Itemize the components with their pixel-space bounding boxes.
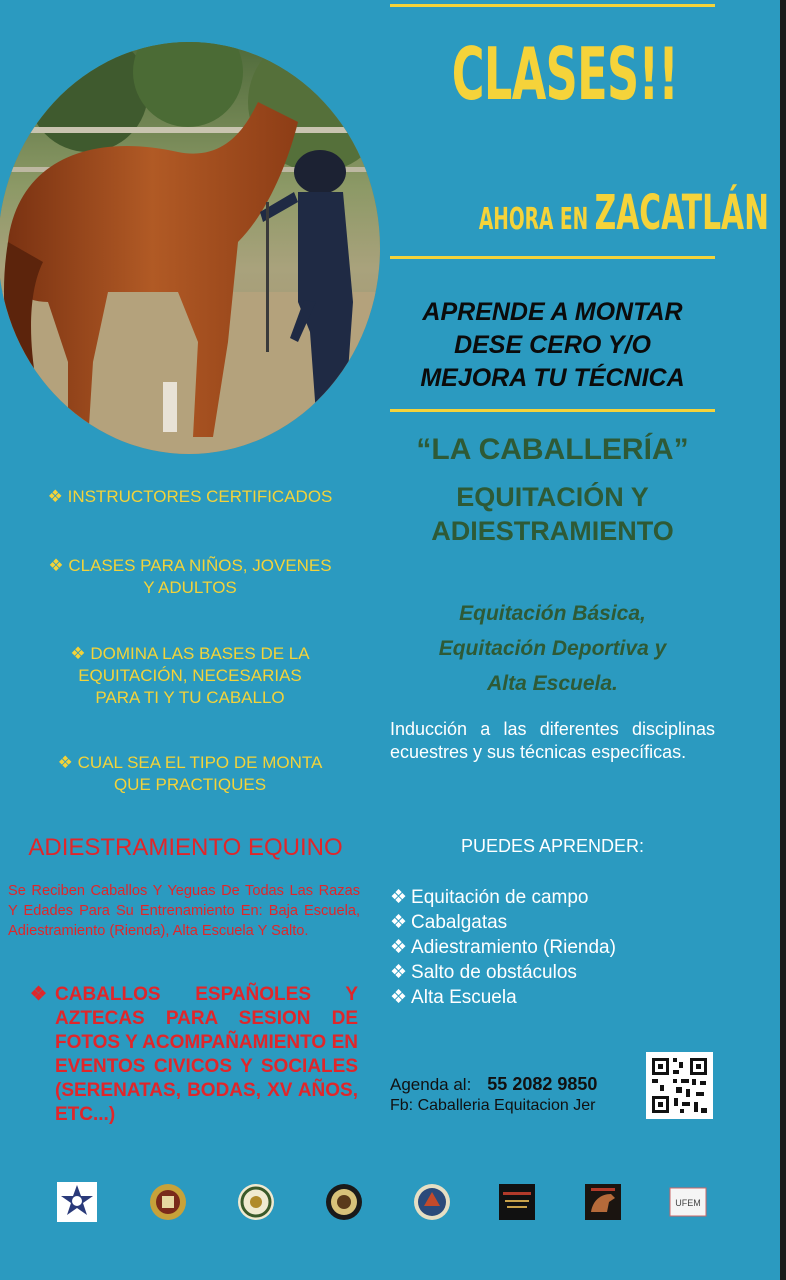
- school-tagline: [390, 480, 715, 548]
- induction-text: Inducción a las diferentes disciplinas ecuestres y sus técnicas específicas.: [390, 719, 715, 762]
- learn-block: [390, 296, 715, 395]
- feature-item: [25, 555, 355, 599]
- diamond-bullet-icon: ❖: [30, 984, 48, 1005]
- list-item-label: Alta Escuela: [411, 987, 517, 1008]
- horse-photo: [0, 42, 380, 454]
- caballos-offer: [30, 983, 358, 1127]
- diamond-bullet-icon: ❖: [390, 912, 408, 933]
- list-item-label: Adiestramiento (Rienda): [411, 937, 616, 958]
- learn-line-1: APRENDE A MONTAR: [422, 298, 683, 326]
- agenda-label: Agenda al:: [390, 1075, 472, 1094]
- horse-logo-icon: [583, 1182, 623, 1222]
- feature-line: CLASES PARA NIÑOS, JOVENES: [68, 556, 332, 575]
- riding-types: [390, 596, 715, 701]
- school-name: “LA CABALLERÍA”: [416, 433, 689, 466]
- crest-logo-icon: [412, 1182, 452, 1222]
- diamond-bullet-icon: ❖: [390, 937, 408, 958]
- feature-line: QUE PRACTIQUES: [113, 775, 267, 794]
- diamond-bullet-icon: ❖: [70, 644, 86, 663]
- divider-rule: [390, 409, 715, 412]
- sponsor-logos: [0, 1182, 780, 1227]
- feature-line: Y ADULTOS: [143, 578, 237, 597]
- list-item: [390, 885, 616, 910]
- seal-logo-icon: [236, 1182, 276, 1222]
- badge-logo-icon: [57, 1182, 97, 1222]
- feature-line: INSTRUCTORES CERTIFICADOS: [67, 487, 333, 506]
- feature-line: DOMINA LAS BASES DE LA: [90, 644, 310, 663]
- subtitle-prefix: AHORA EN: [478, 202, 595, 237]
- learn-line-2: DESE CERO Y/O: [454, 331, 651, 359]
- diamond-bullet-icon: ❖: [390, 962, 408, 983]
- diamond-bullet-icon: ❖: [48, 556, 64, 575]
- riding-type-line-3: Alta Escuela.: [487, 672, 618, 695]
- qr-code-icon[interactable]: [646, 1052, 713, 1119]
- adiestramiento-text: Se Reciben Caballos Y Yeguas De Todas Las Razas Y Edades Para Su Entrenamiento En: Baja Escuela, Adiestramiento (Rienda), Alta Escuela Y Salto.: [8, 883, 360, 939]
- list-item: [390, 960, 616, 985]
- diamond-bullet-icon: ❖: [390, 987, 408, 1008]
- school-line-1: EQUITACIÓN Y: [456, 482, 649, 512]
- emblem-logo-icon: [324, 1182, 364, 1222]
- feature-line: EQUITACIÓN, NECESARIAS: [78, 666, 302, 685]
- diamond-bullet-icon: ❖: [57, 753, 73, 772]
- puedes-list: [390, 885, 616, 1010]
- caballos-text: CABALLOS ESPAÑOLES Y AZTECAS PARA SESION DE FOTOS Y ACOMPAÑAMIENTO EN EVENTOS CIVICOS Y SOCIALES (SERENATAS, BODAS, XV AÑOS, ETC...): [55, 984, 358, 1125]
- diamond-bullet-icon: ❖: [47, 487, 63, 506]
- agenda-line: [390, 1074, 597, 1095]
- puedes-title: PUEDES APRENDER:: [460, 836, 645, 856]
- facebook-handle[interactable]: Fb: Caballeria Equitacion Jer: [390, 1097, 596, 1114]
- headline-subtitle: [390, 185, 769, 241]
- list-item-label: Cabalgatas: [411, 912, 508, 933]
- horse-photo-image: [0, 42, 380, 454]
- adiestramiento-title: ADIESTRAMIENTO EQUINO: [28, 834, 343, 861]
- feature-item: [25, 486, 355, 508]
- learn-line-3: MEJORA TU TÉCNICA: [420, 364, 685, 392]
- phone-number[interactable]: 55 2082 9850: [487, 1074, 598, 1094]
- list-item: [390, 910, 616, 935]
- top-rule: [390, 4, 715, 7]
- riding-type-line-1: Equitación Básica,: [459, 602, 646, 625]
- feature-item: [25, 643, 355, 709]
- shield-logo-icon: [148, 1182, 188, 1222]
- ufem-logo-icon: [668, 1182, 708, 1222]
- list-item: [390, 985, 616, 1010]
- subtitle-town: ZACATLÁN: [594, 185, 769, 241]
- feature-line: PARA TI Y TU CABALLO: [95, 688, 285, 707]
- list-item-label: Equitación de campo: [411, 887, 589, 908]
- divider-rule: [390, 256, 715, 259]
- diamond-bullet-icon: ❖: [390, 887, 408, 908]
- feature-item: [25, 752, 355, 796]
- ufem-logo-text: UFEM: [675, 1198, 701, 1208]
- riding-type-line-2: Equitación Deportiva y: [438, 637, 667, 660]
- feature-line: CUAL SEA EL TIPO DE MONTA: [77, 753, 323, 772]
- list-item-label: Salto de obstáculos: [411, 962, 577, 983]
- headline-title: CLASES!!: [451, 32, 679, 116]
- school-line-2: ADIESTRAMIENTO: [431, 516, 674, 546]
- label-logo-icon: [497, 1182, 537, 1222]
- list-item: [390, 935, 616, 960]
